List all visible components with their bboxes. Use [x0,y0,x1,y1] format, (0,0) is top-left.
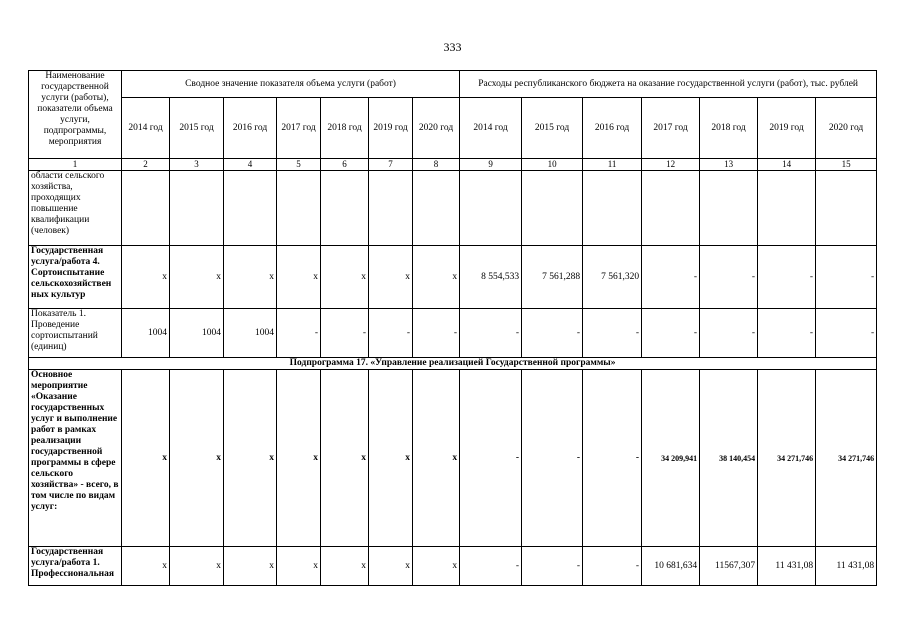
year-cell: 2016 год [583,98,642,159]
row-name [29,246,122,309]
table-cell: x [170,547,224,586]
table-row [29,547,877,586]
col-number: 14 [758,159,816,171]
table-cell: x [369,246,413,309]
table-cell [321,171,369,246]
row-name-text: Государственная услуга/работа 1. Профессиональная [31,547,115,579]
table-cell: - [700,309,758,358]
row-name-text: Основное мероприятие «Оказание государственных услуг и выполнение работ в рамках реализации государственной программы в сфере сельского хозяйства» - всего, в том числе по видам услуг: [31,370,119,512]
col-number: 3 [170,159,224,171]
table-cell: x [224,246,277,309]
table-cell: - [583,370,642,547]
table-cell [170,171,224,246]
table-cell [413,171,460,246]
table-cell: - [583,309,642,358]
table-cell: - [522,547,583,586]
table-cell: - [700,246,758,309]
table-cell [642,171,700,246]
table-cell: - [758,246,816,309]
col-number: 1 [29,159,122,171]
table-cell: - [413,309,460,358]
table-cell: x [277,246,321,309]
table-cell: x [170,370,224,547]
table-cell [369,171,413,246]
table-cell: x [224,370,277,547]
header-expenses-group: Расходы республиканского бюджета на оказание государственной услуги (работ), тыс. рублей [460,71,877,98]
row-name [29,370,122,547]
col-number: 11 [583,159,642,171]
table-cell: - [321,309,369,358]
table-cell: x [321,246,369,309]
year-cell: 2018 год [321,98,369,159]
year-cell: 2015 год [170,98,224,159]
table-cell: 8 554,533 [460,246,522,309]
year-cell: 2019 год [758,98,816,159]
col-number: 7 [369,159,413,171]
table-cell [224,171,277,246]
table-cell [758,171,816,246]
table-cell: 11 431,08 [816,547,877,586]
col-number: 12 [642,159,700,171]
page-number: 333 [443,40,462,54]
subprogram-row [29,358,877,370]
row-name [29,547,122,586]
table-cell: x [170,246,224,309]
col-number: 10 [522,159,583,171]
header-volume-group: Сводное значение показателя объема услуги (работ) [122,71,460,98]
table-row [29,309,877,358]
row-name-text: Государственная услуга/работа 4. Сортоиспытание сельскохозяйствен ных культур [31,246,112,300]
year-cell: 2020 год [413,98,460,159]
table-cell: x [122,370,170,547]
table-cell: x [321,547,369,586]
table-cell: - [277,309,321,358]
table-cell: x [277,370,321,547]
table-cell: x [277,547,321,586]
table-cell: x [321,370,369,547]
table-cell: x [413,246,460,309]
table-row [29,171,877,246]
header-row-groups [29,71,877,98]
table-cell: 7 561,320 [583,246,642,309]
table-cell: - [460,547,522,586]
table-cell: 1004 [170,309,224,358]
year-cell: 2014 год [460,98,522,159]
table-cell: 11567,307 [700,547,758,586]
table-cell: 34 209,941 [642,370,700,547]
year-cell: 2016 год [224,98,277,159]
table-cell: 34 271,746 [816,370,877,547]
table-cell [277,171,321,246]
table-cell: 34 271,746 [758,370,816,547]
row-name: Показатель 1. Проведение сортоиспытаний (единиц) [29,309,122,358]
year-cell: 2017 год [277,98,321,159]
col-number: 9 [460,159,522,171]
subprogram-title: Подпрограмма 17. «Управление реализацией Государственной программы» [29,358,877,370]
year-cell: 2020 год [816,98,877,159]
year-cell: 2017 год [642,98,700,159]
table-cell: x [413,547,460,586]
row-name: области сельского хозяйства, проходящих повышение квалификации (человек) [29,171,122,246]
table-cell: - [522,370,583,547]
year-cell: 2015 год [522,98,583,159]
header-row-numbers [29,159,877,171]
col-number: 2 [122,159,170,171]
table-cell [522,171,583,246]
table-cell: x [224,547,277,586]
table-cell: x [122,246,170,309]
year-cell: 2019 год [369,98,413,159]
table-cell [583,171,642,246]
year-cell: 2014 год [122,98,170,159]
col-number: 8 [413,159,460,171]
table-row [29,370,877,547]
header-row-years [29,98,877,159]
col-number: 5 [277,159,321,171]
table-cell: - [583,547,642,586]
table-cell: - [369,309,413,358]
table-cell: - [758,309,816,358]
col-number: 4 [224,159,277,171]
table-cell: 11 431,08 [758,547,816,586]
table-cell: - [816,246,877,309]
table-cell: 1004 [122,309,170,358]
table-cell: - [642,309,700,358]
header-name-cell: Наименование государственной услуги (работы), показатели объема услуги, подпрограммы, мероприятия [29,71,122,159]
table-cell: 10 681,634 [642,547,700,586]
year-cell: 2018 год [700,98,758,159]
table-cell: x [369,370,413,547]
table-row [29,246,877,309]
table-cell [460,171,522,246]
table-cell: - [816,309,877,358]
table-cell: - [642,246,700,309]
table-cell [700,171,758,246]
table-cell: x [122,547,170,586]
table-cell: x [369,547,413,586]
table-cell: - [460,370,522,547]
col-number: 13 [700,159,758,171]
table-cell: 38 140,454 [700,370,758,547]
table-cell [816,171,877,246]
table-cell: - [460,309,522,358]
table-cell: 7 561,288 [522,246,583,309]
services-table [28,70,877,586]
table-cell: - [522,309,583,358]
table-cell: x [413,370,460,547]
table-cell [122,171,170,246]
col-number: 15 [816,159,877,171]
col-number: 6 [321,159,369,171]
table-cell: 1004 [224,309,277,358]
